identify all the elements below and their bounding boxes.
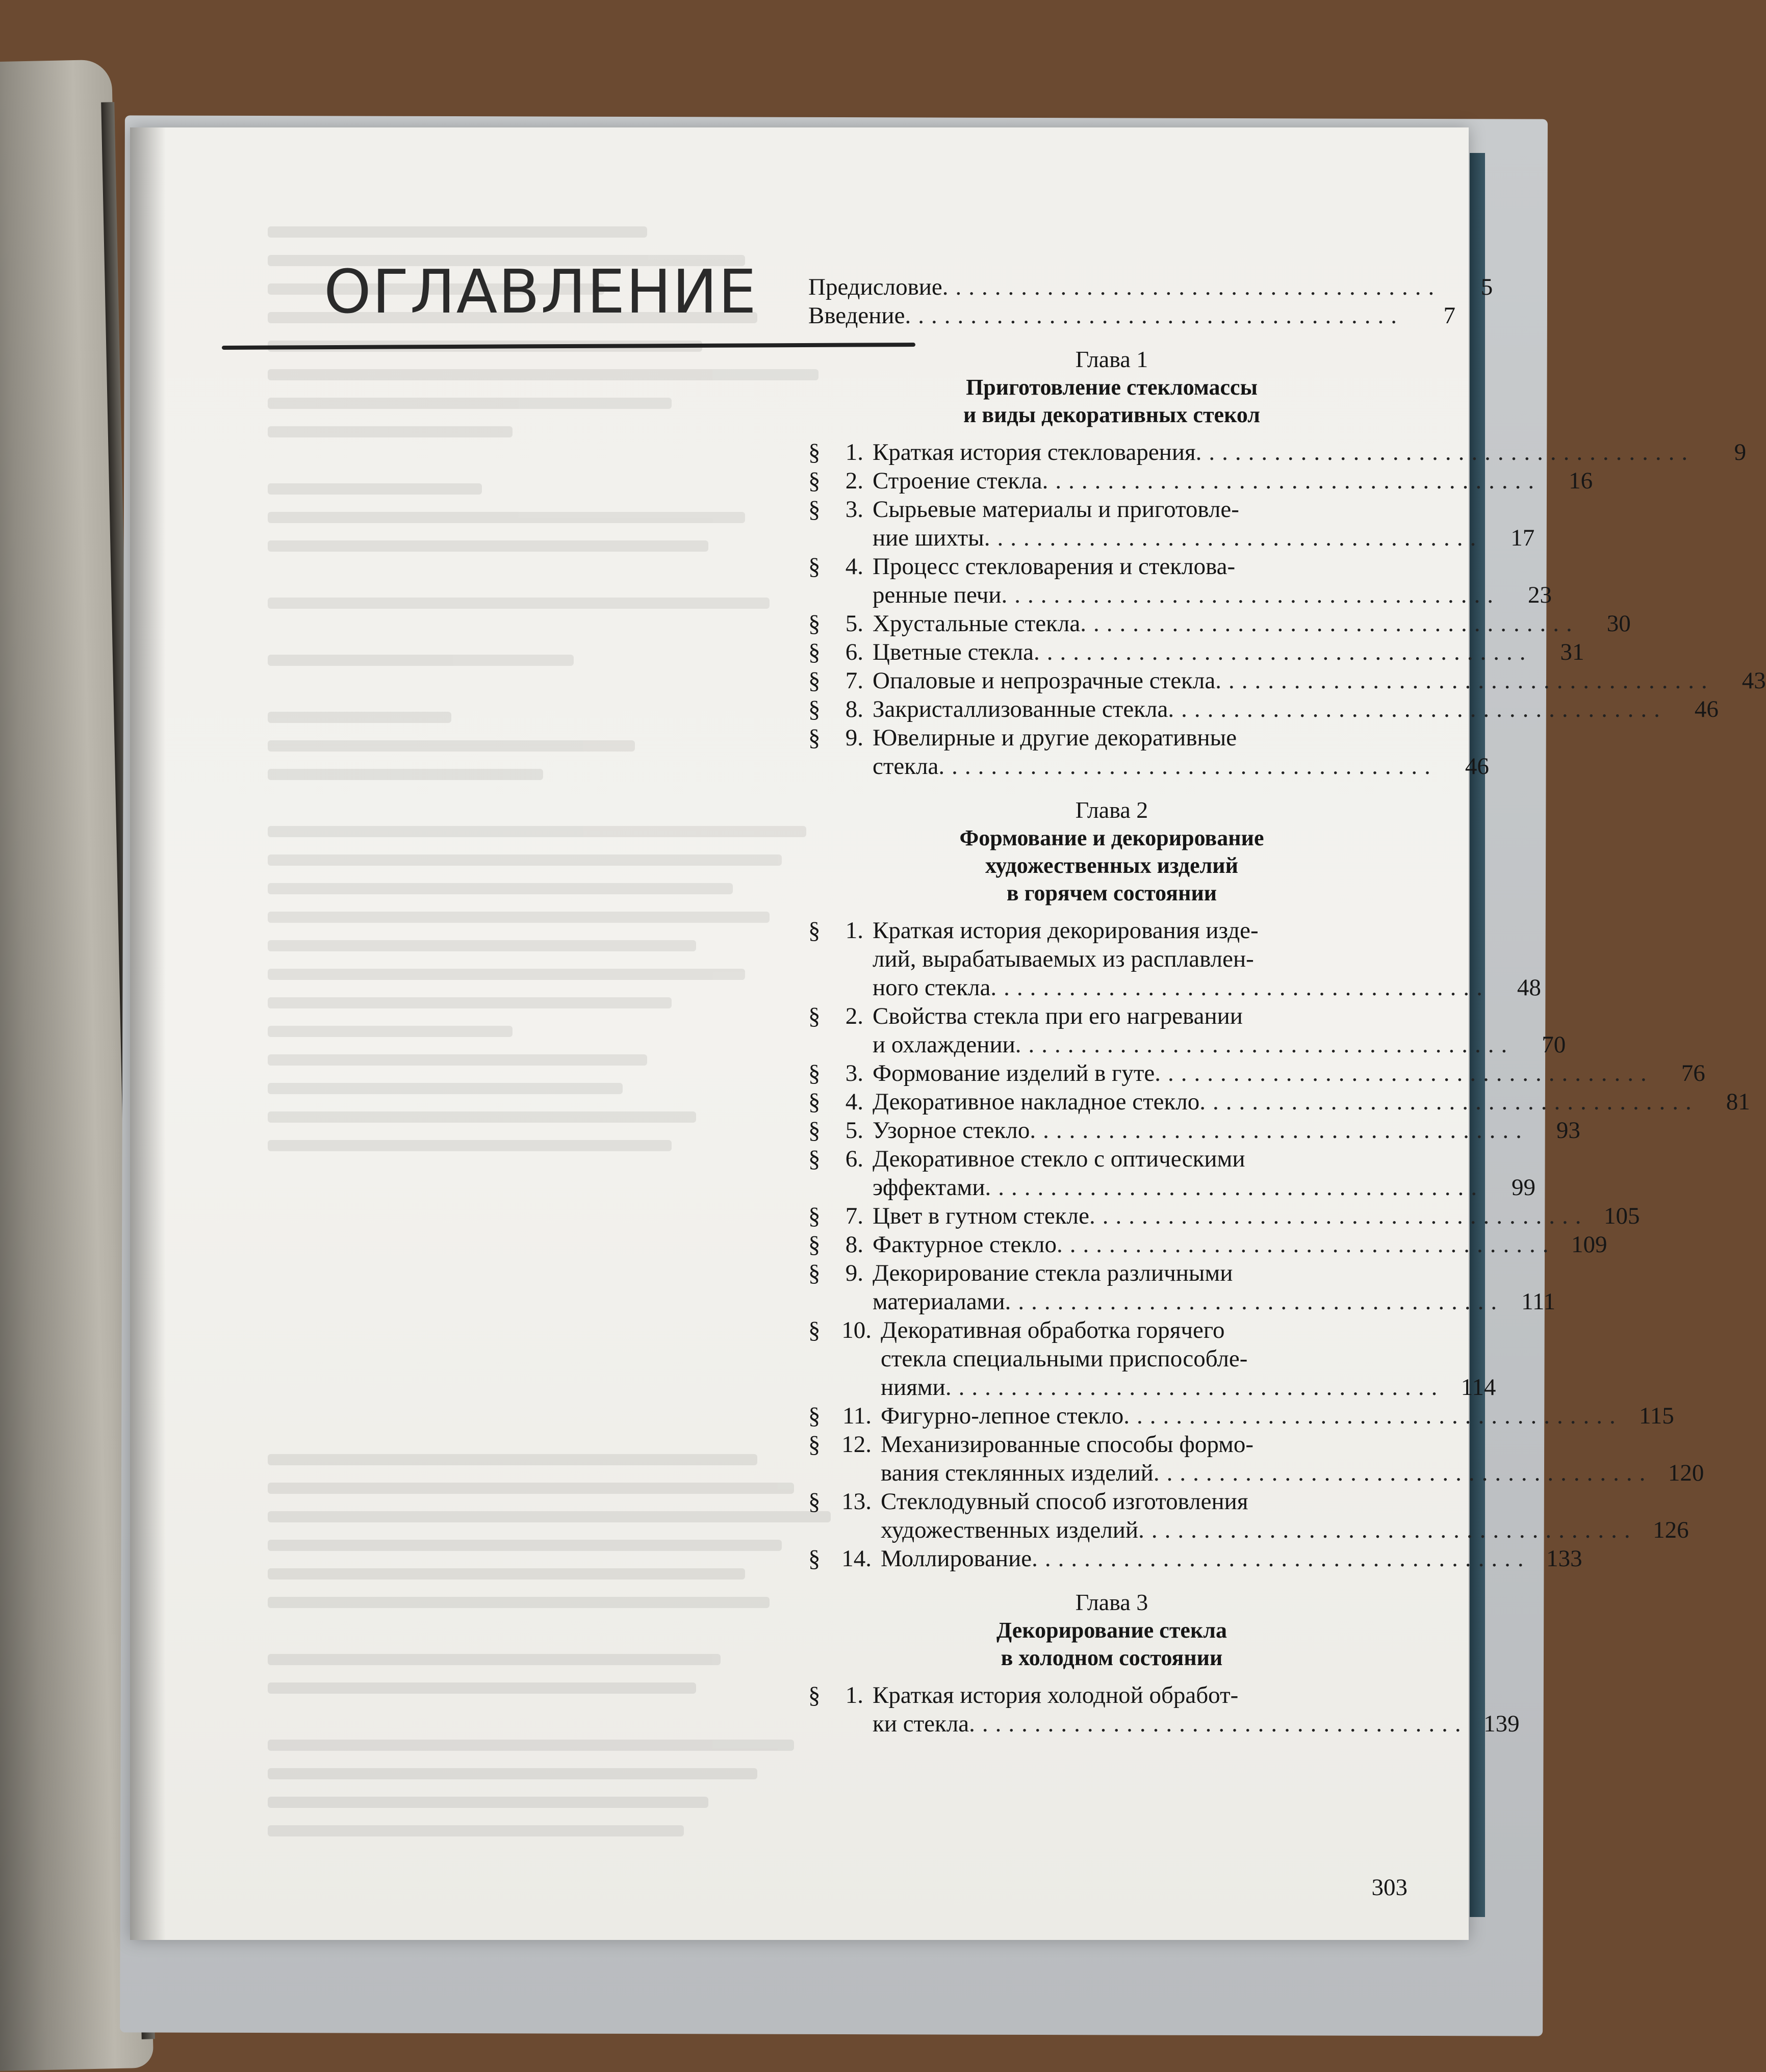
toc-entry-label: Опаловые и непрозрачные стекла [873,667,1216,694]
leader-dots: ...................................... [1153,1460,1653,1486]
section-body [873,1116,1580,1145]
ghost-line [268,854,782,866]
section-number: 12. [841,1431,872,1458]
section-title-line [881,1316,1496,1344]
section-title-line [881,1544,1582,1573]
section-number: 10. [841,1317,872,1343]
toc-page-number: 81 [1726,1089,1750,1115]
section-number: 3. [845,496,863,523]
toc-section-item [808,1059,1705,1087]
section-title-line [873,1173,1535,1202]
section-sign: § [808,667,821,694]
ghost-line [268,655,574,666]
chapter-title-line: и виды декоративных стекол [963,402,1260,427]
toc-page-number: 46 [1465,753,1489,780]
section-title-line [873,723,1489,752]
toc-entry-label: Введение [808,302,905,329]
section-body [873,1230,1607,1259]
section-number: 8. [845,696,863,722]
section-sign: § [808,468,821,494]
leader-dots: ...................................... [1034,639,1533,665]
toc-entry-label: ниями [881,1374,945,1401]
ghost-line [268,1111,696,1123]
toc-entry-label: Закристаллизованные стекла [873,696,1168,722]
table-of-contents [808,273,1766,1738]
toc-section-item [808,1544,1582,1573]
ghost-line [268,1654,721,1665]
section-sign: § [808,696,821,722]
chapter-label: Глава 3 [1075,1589,1148,1615]
section-body [873,1002,1566,1059]
toc-entry-label: Предисловие [808,274,942,300]
ghost-line [268,426,513,437]
toc-page-number: 5 [1480,274,1493,300]
section-sign: § [808,1431,821,1458]
toc-page-number: 99 [1511,1174,1535,1201]
ghost-line [268,1483,794,1494]
section-sign: § [808,496,821,523]
toc-page-number: 105 [1603,1203,1640,1229]
section-title-line [873,916,1541,945]
ghost-line [268,369,818,380]
section-body [881,1430,1704,1487]
section-title-line [873,1145,1535,1173]
toc-page-number: 9 [1734,439,1747,465]
toc-section-item [808,467,1593,495]
section-body [873,695,1719,723]
page-heading: ОГЛАВЛЕНИЕ [324,256,758,327]
ghost-line [268,769,543,780]
toc-section-item [808,666,1766,695]
ghost-line [268,1511,831,1522]
section-sign: § [808,639,821,665]
section-title-line [873,1116,1580,1145]
ghost-line [268,1797,708,1808]
section-number: 5. [845,1117,863,1144]
chapter-title-line: Декорирование стекла [996,1618,1227,1643]
toc-section-item [808,1430,1704,1487]
toc-page-number: 126 [1653,1517,1689,1543]
ghost-line [268,1454,757,1465]
leader-dots: ...................................... [1123,1403,1623,1429]
ghost-line [268,598,770,609]
chapter-label: Глава 2 [1075,797,1148,823]
section-body [881,1316,1496,1402]
leader-dots: ...................................... [1089,1203,1589,1229]
section-title-line [873,666,1766,695]
section-title-line [873,467,1593,495]
toc-page-number: 93 [1556,1117,1580,1144]
leader-dots: ...................................... [984,525,1483,551]
leader-dots: ...................................... [1138,1517,1637,1543]
chapter-title-line: Приготовление стекломассы [966,375,1258,400]
section-sign: § [808,1231,821,1258]
ghost-line [268,912,770,923]
ghost-line [268,883,733,894]
section-title-line [873,1030,1566,1059]
ghost-line [268,1740,794,1751]
toc-page-number: 70 [1542,1031,1566,1058]
leader-dots: ...................................... [1168,696,1667,722]
section-body [873,666,1766,695]
toc-entry-label: Цвет в гутном стекле [873,1203,1089,1229]
toc-page-number: 139 [1483,1711,1520,1737]
show-through-text [268,209,880,1688]
toc-entry-label: Свойства стекла при его нагревании [873,1003,1243,1029]
section-body [873,552,1552,609]
toc-entry-label: Хрустальные стекла [873,610,1081,637]
section-sign: § [808,553,821,580]
section-body [873,1202,1640,1230]
toc-entry-label: Процесс стекловарения и стеклова- [873,553,1236,580]
toc-page-number: 114 [1461,1374,1496,1401]
section-body [873,438,1746,467]
ghost-line [268,398,672,409]
ghost-line [268,969,745,980]
section-sign: § [808,917,821,944]
toc-entry-label: Фактурное стекло [873,1231,1057,1258]
section-title-line [873,581,1552,609]
toc-entry-label: Строение стекла [873,468,1042,494]
toc-entry-label: эффектами [873,1174,985,1201]
section-body [881,1402,1674,1430]
toc-section-item [808,1145,1535,1202]
toc-entry-label: Цветные стекла [873,639,1034,665]
toc-front-item [808,301,1455,330]
section-body [873,916,1541,1002]
chapter-title-line: в холодном состоянии [1001,1645,1223,1670]
chapter-heading [808,1588,1385,1672]
section-title-line [873,1230,1607,1259]
section-sign: § [808,1146,821,1172]
toc-page-number: 31 [1560,639,1584,665]
section-number: 2. [845,468,863,494]
page-number: 303 [1371,1874,1407,1901]
toc-entry-label: Краткая история декорирования изде- [873,917,1259,944]
toc-section-item [808,495,1535,552]
leader-dots: ...................................... [938,753,1438,780]
leader-dots: ...................................... [985,1174,1484,1201]
toc-page-number: 76 [1681,1060,1705,1086]
section-body [873,1059,1705,1087]
ghost-line [268,1682,696,1694]
leader-dots: ...................................... [969,1711,1468,1737]
section-title-line [873,495,1534,524]
section-sign: § [808,1317,821,1343]
toc-section-item [808,1087,1750,1116]
section-body [873,495,1534,552]
toc-section-item [808,1230,1607,1259]
section-number: 5. [845,610,863,637]
leader-dots: ...................................... [1057,1231,1556,1258]
toc-section-item [808,638,1584,666]
toc-page-number: 23 [1528,582,1552,608]
section-sign: § [808,1117,821,1144]
section-body [873,609,1631,638]
section-number: 3. [845,1060,863,1086]
section-title-line [873,1681,1520,1710]
toc-entry-label: и охлаждении [873,1031,1015,1058]
section-body [873,467,1593,495]
section-number: 2. [845,1003,863,1029]
toc-entry-label: Ювелирные и другие декоративные [873,724,1237,751]
leader-dots: ...................................... [1042,468,1542,494]
leader-dots: ...................................... [1001,582,1500,608]
toc-front-item [808,273,1493,301]
section-title-line [873,752,1489,781]
toc-entry-label: стекла [873,753,939,780]
chapter-title-line: Формование и декорирование [959,825,1264,850]
section-body [881,1544,1582,1573]
section-title-line [873,1710,1520,1738]
toc-entry-label: Стеклодувный способ изготовления [881,1488,1248,1515]
toc-section-item [808,609,1631,638]
toc-entry-label: Краткая история стекловарения [873,439,1196,465]
section-title-line [873,1287,1555,1316]
ghost-line [268,1540,782,1551]
section-number: 1. [845,1682,863,1708]
toc-section-item [808,1681,1520,1738]
toc-page-number: 115 [1639,1403,1674,1429]
section-sign: § [808,1260,821,1286]
ghost-line [268,1768,757,1779]
section-number: 9. [845,1260,863,1286]
toc-section-item [808,1487,1689,1544]
toc-entry-label: стекла специальными приспособле- [881,1345,1248,1372]
section-body [873,1259,1555,1316]
leader-dots: ...................................... [942,274,1442,300]
section-number: 14. [841,1545,872,1572]
section-number: 8. [845,1231,863,1258]
toc-page-number: 30 [1606,610,1631,637]
toc-section-item [808,1116,1580,1145]
section-number: 7. [845,1203,863,1229]
section-title-line [873,609,1631,638]
ghost-line [268,1026,513,1037]
section-number: 7. [845,667,863,694]
gutter-shadow [130,127,166,1940]
ghost-line [268,1140,672,1151]
toc-section-item [808,1202,1640,1230]
chapter-label: Глава 1 [1075,346,1148,372]
toc-page-number: 109 [1571,1231,1607,1258]
section-sign: § [808,1488,821,1515]
ghost-line [268,540,708,552]
toc-entry-label: Механизированные способы формо- [881,1431,1254,1458]
section-body [873,1087,1750,1116]
leader-dots: ...................................... [1199,1089,1699,1115]
section-title-line [873,638,1584,666]
section-body [881,1487,1689,1544]
section-title-line [881,1516,1689,1544]
ghost-line [268,512,745,523]
section-title-line [873,1259,1555,1287]
section-number: 4. [845,553,863,580]
leader-dots: ...................................... [1015,1031,1515,1058]
section-sign: § [808,1003,821,1029]
section-title-line [873,438,1746,467]
toc-page-number: 46 [1694,696,1719,722]
section-sign: § [808,1682,821,1708]
toc-entry-label: ние шихты [873,525,984,551]
toc-page-number: 7 [1443,302,1455,329]
toc-page-number: 16 [1569,468,1593,494]
section-number: 1. [845,439,863,465]
toc-section-item [808,1259,1556,1316]
section-sign: § [808,1403,821,1429]
section-title-line [873,552,1552,581]
leader-dots: ...................................... [990,974,1490,1001]
toc-section-item [808,916,1541,1002]
toc-page-number: 133 [1546,1545,1582,1572]
toc-section-item [808,552,1552,609]
toc-page-number: 48 [1517,974,1541,1001]
section-number: 6. [845,639,863,665]
leader-dots: ...................................... [945,1374,1445,1401]
section-title-line [873,945,1541,973]
section-number: 9. [845,724,863,751]
ghost-line [268,226,647,238]
toc-entry-label: Краткая история холодной обработ- [873,1682,1239,1708]
toc-entry-label: Декоративная обработка горячего [881,1317,1225,1343]
section-sign: § [808,1545,821,1572]
toc-section-item [808,695,1719,723]
toc-entry-label: Декоративное стекло с оптическими [873,1146,1245,1172]
section-body [873,1681,1520,1738]
section-title-line [881,1487,1689,1516]
toc-section-item [808,723,1489,781]
ghost-line [268,1568,745,1579]
section-sign: § [808,610,821,637]
ghost-line [268,483,482,495]
leader-dots: ...................................... [1215,667,1714,694]
section-sign: § [808,1089,821,1115]
section-title-line [873,1202,1640,1230]
ghost-line [268,940,696,951]
toc-section-item [808,438,1747,467]
chapter-heading [808,796,1385,907]
leader-dots: ...................................... [1032,1545,1531,1572]
section-number: 11. [842,1403,872,1429]
ghost-line [268,826,806,837]
chapter-heading [808,345,1385,429]
toc-page-number: 111 [1521,1288,1556,1315]
toc-entry-label: Фигурно-лепное стекло [881,1403,1124,1429]
toc-entry-label: Узорное стекло [873,1117,1030,1144]
section-body [873,638,1584,666]
section-title-line [873,1059,1705,1087]
toc-entry-label: Моллирование [881,1545,1032,1572]
ghost-line [268,740,635,752]
toc-page-number: 17 [1511,525,1535,551]
section-title-line [873,695,1719,723]
section-title-line [881,1344,1496,1373]
leader-dots: ...................................... [905,302,1404,329]
section-number: 1. [845,917,863,944]
ghost-line [268,997,672,1008]
toc-entry-label: Декорирование стекла различными [873,1260,1233,1286]
toc-section-item [808,1402,1674,1430]
section-sign: § [808,724,821,751]
toc-entry-label: вания стеклянных изделий [881,1460,1154,1486]
section-title-line [881,1402,1674,1430]
ghost-line [268,1083,623,1094]
ghost-line [268,1054,647,1066]
toc-entry-label: Сырьевые материалы и приготовле- [873,496,1239,523]
toc-entry-label: ного стекла [873,974,991,1001]
toc-entry-label: ки стекла [873,1711,969,1737]
leader-dots: ...................................... [1030,1117,1529,1144]
ghost-line [268,1597,770,1608]
toc-entry-label: материалами [873,1288,1005,1315]
chapter-title-line: в горячем состоянии [1006,880,1217,905]
section-sign: § [808,1060,821,1086]
section-title-line [873,1087,1750,1116]
toc-section-item [808,1002,1566,1059]
toc-entry-label: Формование изделий в гуте [873,1060,1155,1086]
section-title-line [873,524,1534,552]
toc-page-number: 43 [1742,667,1766,694]
section-title-line [881,1430,1704,1459]
chapter-title-line: художественных изделий [985,853,1238,878]
toc-page-number: 120 [1668,1460,1704,1486]
leader-dots: ...................................... [1080,610,1579,637]
section-sign: § [808,439,821,465]
toc-entry-label: ренные печи [873,582,1002,608]
leader-dots: ...................................... [1005,1288,1504,1315]
leader-dots: ...................................... [1195,439,1695,465]
section-number: 13. [841,1488,872,1515]
section-number: 6. [845,1146,863,1172]
toc-entry-label: Декоративное накладное стекло [873,1089,1200,1115]
toc-entry-label: лий, вырабатываемых из расплавлен- [873,946,1254,972]
section-title-line [873,1002,1566,1030]
leader-dots: ...................................... [1155,1060,1654,1086]
section-number: 4. [845,1089,863,1115]
toc-entry-label: художественных изделий [881,1517,1139,1543]
section-body [873,723,1489,781]
ghost-line [268,712,451,723]
ghost-line [268,1825,684,1836]
toc-section-item [808,1316,1496,1402]
book-page [130,127,1766,1940]
section-title-line [881,1459,1704,1487]
section-body [873,1145,1535,1202]
section-title-line [881,1373,1496,1402]
section-title-line [873,973,1541,1002]
section-sign: § [808,1203,821,1229]
